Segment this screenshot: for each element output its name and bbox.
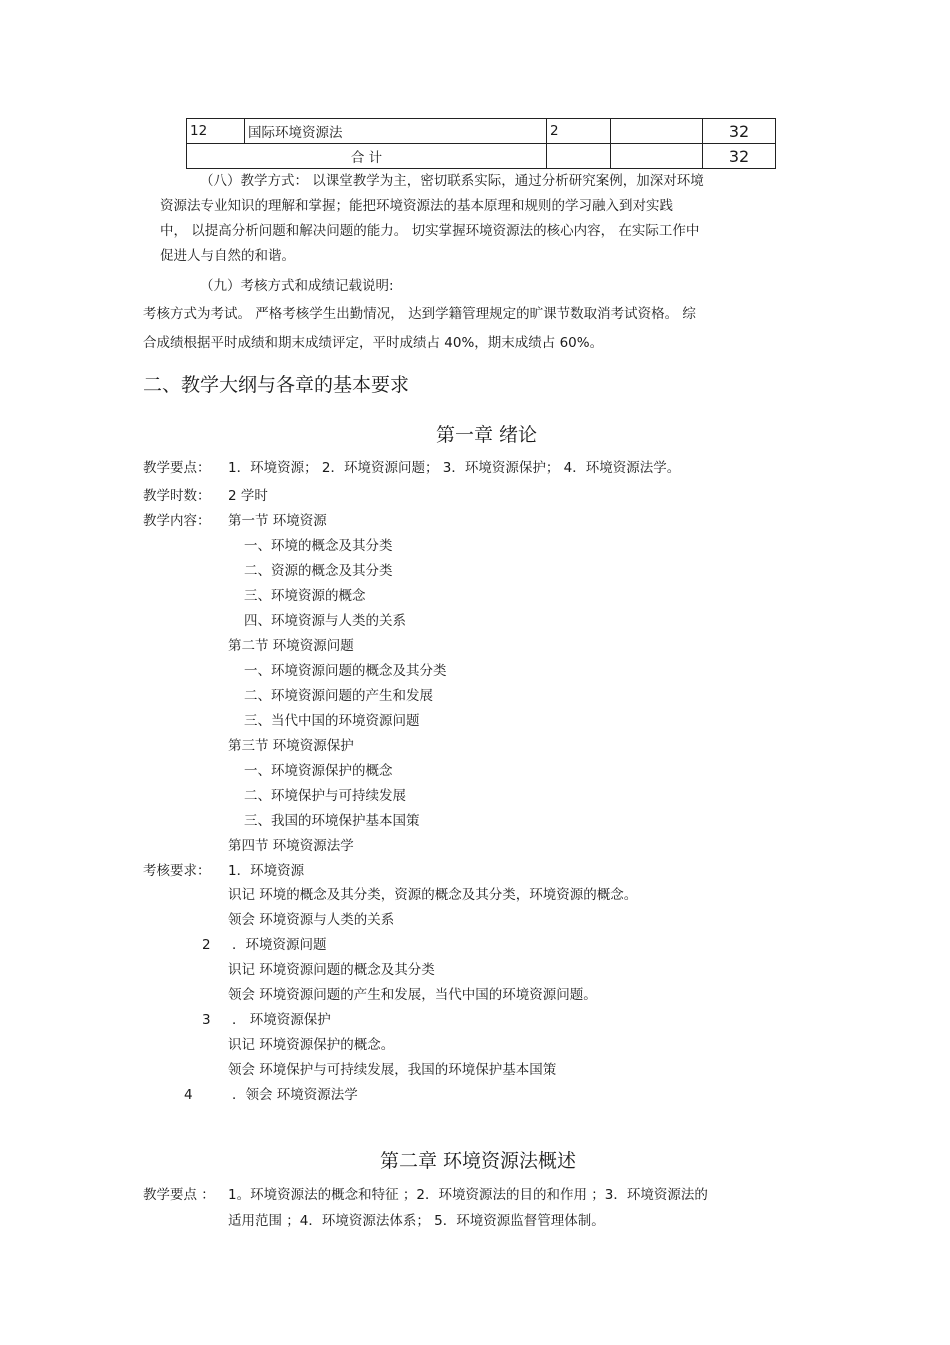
exam-item-1-know: 识记 环境的概念及其分类，资源的概念及其分类，环境资源的概念。 <box>228 887 638 903</box>
ch1-section1: 第一节 环境资源 <box>228 513 327 529</box>
exam-item-4: ．领会 环境资源法学 <box>232 1087 358 1103</box>
row-hours-cell: 32 <box>703 119 776 144</box>
exam-item-2-know: 识记 环境资源问题的概念及其分类 <box>228 962 435 978</box>
exam-item-2-num: 2 <box>202 937 211 953</box>
table-row <box>187 119 776 144</box>
ch1-exam-label: 考核要求： <box>143 863 211 879</box>
list-item: 一、环境资源保护的概念 <box>244 763 393 779</box>
row-index-cell: 12 <box>187 119 245 144</box>
course-hours-table <box>186 118 776 169</box>
ch1-section2: 第二节 环境资源问题 <box>228 638 354 654</box>
table-total-row <box>187 144 776 169</box>
total-col3-cell <box>547 144 611 169</box>
list-item: 二、资源的概念及其分类 <box>244 563 393 579</box>
list-item: 二、环境资源问题的产生和发展 <box>244 688 433 704</box>
exam-item-4-num: 4 <box>184 1087 193 1103</box>
ch2-points-label: 教学要点 ： <box>143 1187 215 1203</box>
ch1-section4: 第四节 环境资源法学 <box>228 838 354 854</box>
total-label-cell: 合 计 <box>187 144 547 169</box>
teaching-method-line3: 中， 以提高分析问题和解决问题的能力。 切实掌握环境资源法的核心内容， 在实际工作中 <box>160 223 700 239</box>
exam-item-3-know: 识记 环境资源保护的概念。 <box>228 1037 395 1053</box>
ch2-points-line2: 适用范围 ；4．环境资源法体系； 5．环境资源监督管理体制。 <box>228 1213 605 1229</box>
ch1-content-label: 教学内容： <box>143 513 211 529</box>
ch2-points-line1: 1。环境资源法的概念和特征 ；2．环境资源法的目的和作用 ；3．环境资源法的 <box>228 1187 708 1203</box>
row-name-cell: 国际环境资源法 <box>245 119 547 144</box>
total-hours-cell: 32 <box>703 144 776 169</box>
total-col4-cell <box>611 144 703 169</box>
list-item: 一、环境资源问题的概念及其分类 <box>244 663 447 679</box>
teaching-method-line2: 资源法专业知识的理解和掌握；能把环境资源法的基本原理和规则的学习融入到对实践 <box>160 198 673 214</box>
exam-item-1-understand: 领会 环境资源与人类的关系 <box>228 912 395 928</box>
exam-item-2: ．环境资源问题 <box>232 937 327 953</box>
chapter1-title: 第一章 绪论 <box>436 424 538 446</box>
row-col4-cell <box>611 119 703 144</box>
list-item: 三、我国的环境保护基本国策 <box>244 813 420 829</box>
list-item: 二、环境保护与可持续发展 <box>244 788 406 804</box>
teaching-method-line1: （八）教学方式： 以课堂教学为主，密切联系实际，通过分析研究案例，加深对环境 <box>200 173 704 189</box>
ch1-hours: 2 学时 <box>228 488 268 504</box>
list-item: 三、当代中国的环境资源问题 <box>244 713 420 729</box>
assessment-line1: 考核方式为考试。 严格考核学生出勤情况， 达到学籍管理规定的旷课节数取消考试资格。 综 <box>143 306 696 322</box>
teaching-method-line4: 促进人与自然的和谐。 <box>160 248 295 264</box>
row-col3-cell: 2 <box>547 119 611 144</box>
exam-item-3-understand: 领会 环境保护与可持续发展，我国的环境保护基本国策 <box>228 1062 557 1078</box>
exam-item-3-num: 3 <box>202 1012 211 1028</box>
ch1-points: 1．环境资源； 2．环境资源问题； 3．环境资源保护； 4．环境资源法学。 <box>228 460 681 476</box>
ch1-points-label: 教学要点： <box>143 460 211 476</box>
assessment-line2: 合成绩根据平时成绩和期末成绩评定，平时成绩占 40%，期末成绩占 60%。 <box>143 335 604 351</box>
exam-item-3: ． 环境资源保护 <box>232 1012 331 1028</box>
exam-item-2-understand: 领会 环境资源问题的产生和发展，当代中国的环境资源问题。 <box>228 987 597 1003</box>
list-item: 三、环境资源的概念 <box>244 588 366 604</box>
chapter2-title: 第二章 环境资源法概述 <box>380 1150 577 1172</box>
list-item: 四、环境资源与人类的关系 <box>244 613 406 629</box>
ch1-hours-label: 教学时数： <box>143 488 211 504</box>
ch1-section3: 第三节 环境资源保护 <box>228 738 354 754</box>
section-title: 二、教学大纲与各章的基本要求 <box>143 374 410 396</box>
assessment-title: （九）考核方式和成绩记载说明: <box>200 278 394 294</box>
list-item: 一、环境的概念及其分类 <box>244 538 393 554</box>
exam-item-1: 1．环境资源 <box>228 863 305 879</box>
